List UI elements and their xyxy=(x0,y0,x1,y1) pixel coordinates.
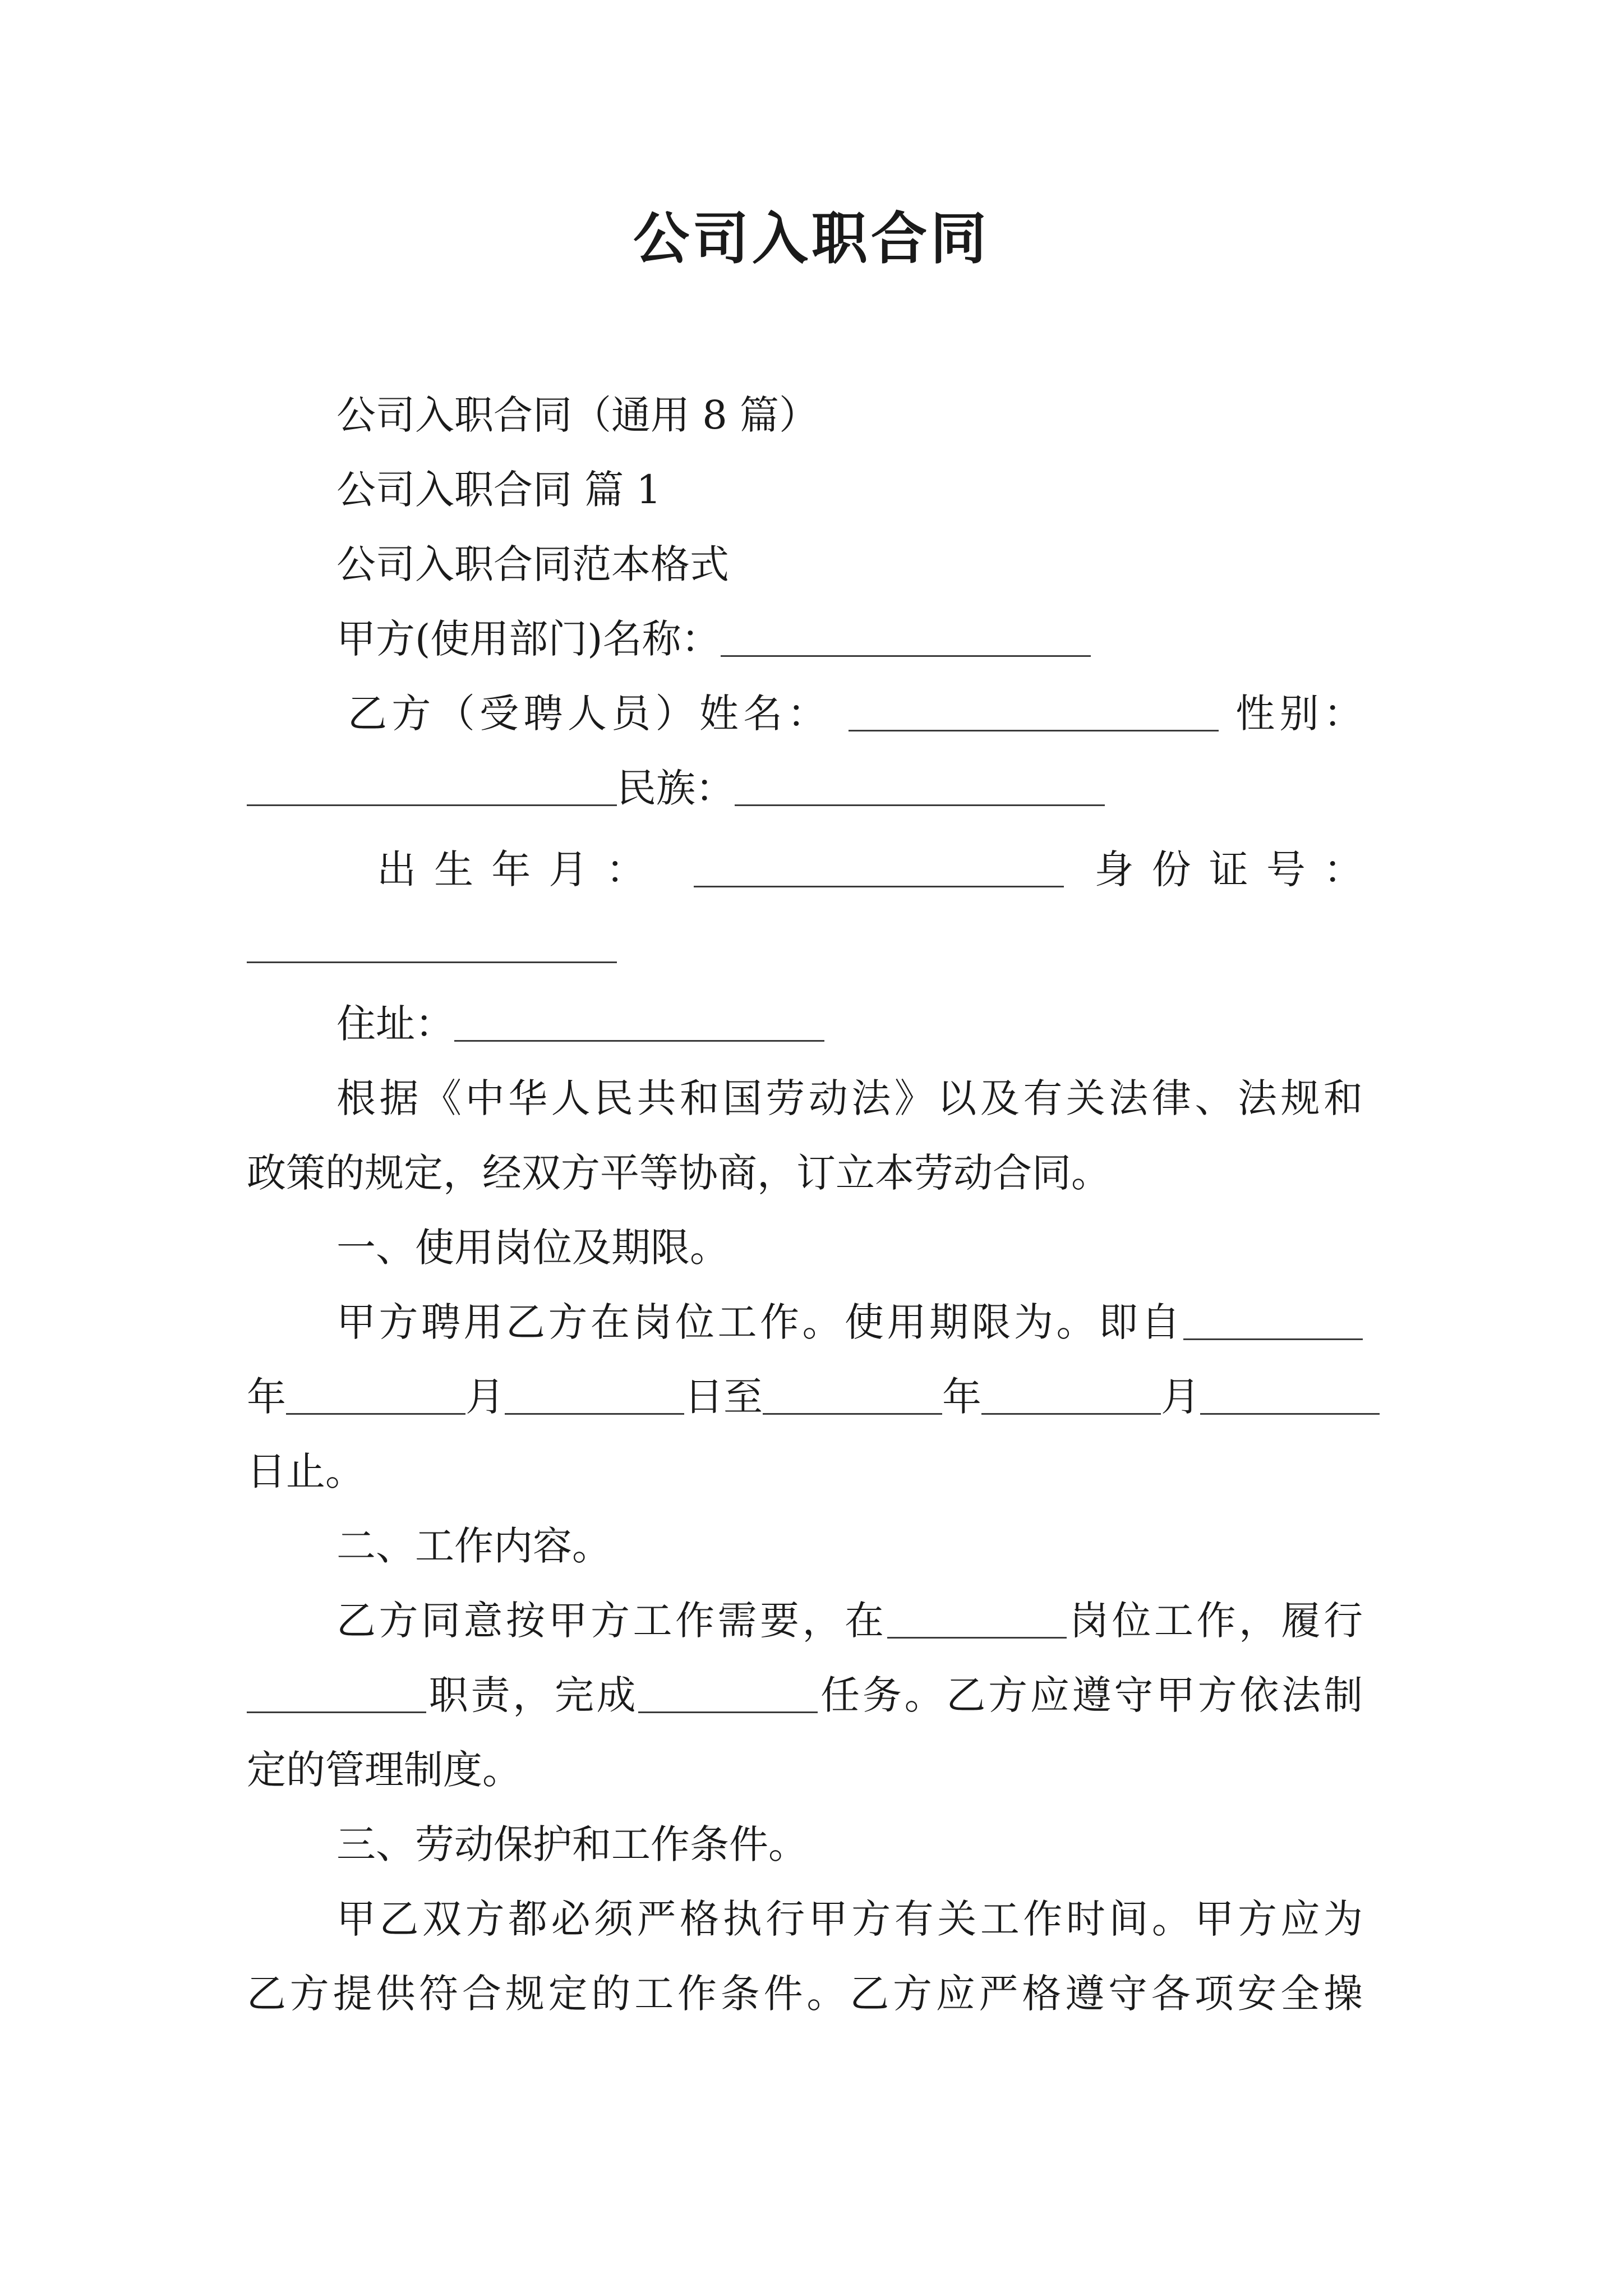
work-text-1a: 乙方同意按甲方工作需要，在 xyxy=(336,1598,887,1644)
birth-label: 出生年月： xyxy=(377,846,663,892)
term-line-3: 日止。 xyxy=(247,1448,365,1494)
work-text-2a: 职责，完成 xyxy=(426,1672,639,1718)
work-line-1 xyxy=(336,1593,1363,1649)
party-b-line xyxy=(348,685,1363,742)
party-b-name-blank xyxy=(849,695,1219,731)
task-blank xyxy=(638,1677,818,1713)
chapter-heading: 公司入职合同 篇 1 xyxy=(336,467,662,513)
address-line xyxy=(336,996,824,1052)
address-blank xyxy=(454,1005,824,1042)
party-b-label: 乙方（受聘人员）姓名： xyxy=(348,691,832,737)
position-blank xyxy=(887,1602,1067,1639)
id-number-blank xyxy=(247,927,617,963)
end-year-blank xyxy=(763,1378,942,1415)
party-a-label: 甲方(使用部门)名称： xyxy=(336,616,721,662)
section-3-heading: 三、劳动保护和工作条件。 xyxy=(336,1821,808,1867)
section-2-heading: 二、工作内容。 xyxy=(336,1523,611,1569)
start-month-blank xyxy=(286,1378,465,1415)
work-text-2b: 任务。乙方应遵守甲方依法制 xyxy=(818,1672,1363,1718)
basis-line-1: 根据《中华人民共和国劳动法》以及有关法律、法规和 xyxy=(336,1075,1363,1121)
start-day-blank xyxy=(505,1378,684,1415)
ethnicity-line xyxy=(247,760,1105,816)
document-title: 公司入职合同 xyxy=(633,205,990,272)
year-label-2: 年 xyxy=(942,1374,981,1420)
term-line-2 xyxy=(247,1369,1363,1425)
year-label-1: 年 xyxy=(247,1374,286,1420)
birth-line xyxy=(377,841,1363,898)
term-line-1 xyxy=(336,1294,1363,1350)
day-to-label: 日至 xyxy=(684,1374,763,1420)
end-day-blank xyxy=(1200,1378,1380,1415)
work-line-2 xyxy=(247,1667,1363,1723)
basis-line-2: 政策的规定，经双方平等协商，订立本劳动合同。 xyxy=(247,1150,1110,1196)
month-label-1: 月 xyxy=(465,1374,505,1420)
party-a-line xyxy=(336,611,1091,667)
end-month-blank xyxy=(981,1378,1161,1415)
work-line-3: 定的管理制度。 xyxy=(247,1747,522,1793)
id-number-line xyxy=(247,917,617,973)
conditions-line-2: 乙方提供符合规定的工作条件。乙方应严格遵守各项安全操 xyxy=(247,1971,1363,2017)
address-label: 住址： xyxy=(336,1001,454,1047)
term-text: 甲方聘用乙方在岗位工作。使用期限为。即自 xyxy=(336,1299,1183,1345)
id-label: 身份证号： xyxy=(1094,846,1363,892)
subtitle: 公司入职合同（通用 8 篇） xyxy=(336,392,819,438)
section-1-heading: 一、使用岗位及期限。 xyxy=(336,1225,729,1271)
conditions-line-1: 甲乙双方都必须严格执行甲方有关工作时间。甲方应为 xyxy=(336,1896,1363,1942)
start-year-blank xyxy=(1183,1304,1363,1340)
format-heading: 公司入职合同范本格式 xyxy=(336,541,729,587)
month-label-2: 月 xyxy=(1161,1374,1200,1420)
work-text-1b: 岗位工作，履行 xyxy=(1066,1598,1363,1644)
duty-blank xyxy=(247,1677,426,1713)
party-a-name-blank xyxy=(721,620,1091,657)
birth-blank xyxy=(694,851,1064,887)
gender-blank xyxy=(247,770,617,806)
ethnicity-label: 民族： xyxy=(617,765,735,811)
gender-label: 性别： xyxy=(1235,691,1363,737)
ethnicity-blank xyxy=(735,770,1105,806)
